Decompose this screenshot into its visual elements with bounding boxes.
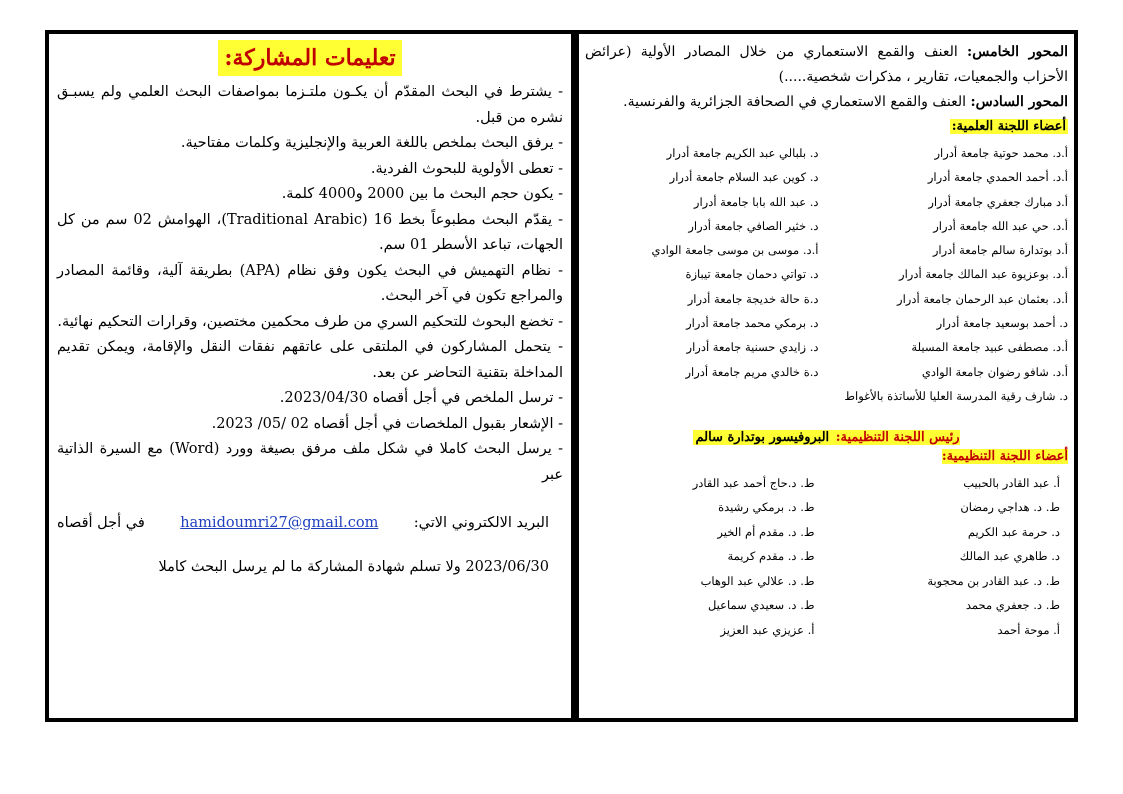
committee-member: د. أحمد بوسعيد جامعة أدرار	[936, 316, 1068, 331]
final-deadline-line: 2023/06/30 ولا تسلم شهادة المشاركة ما لم يرسل البحث كاملا	[158, 559, 549, 575]
organizer: ط. د. عبد القادر بن محجوبة	[927, 573, 1060, 588]
organizer: ط. د. جعفري محمد	[965, 598, 1060, 613]
rule-item: - نظام التهميش في البحث يكون وفق نظام (APA) بطريقة آلية، وقائمة المصادر والمراجع تكون في آخر البحث.	[57, 262, 563, 304]
organizer: أ. عبد القادر بالحبيب	[963, 475, 1060, 490]
email-row	[57, 510, 563, 536]
rule-item: - ترسل الملخص في أجل أقصاه 2023/04/30.	[279, 390, 563, 406]
organizer: ط. د. مقدم أم الخير	[717, 524, 815, 539]
organizer: أ. عزيزي عبد العزيز	[720, 622, 815, 637]
organizer: ط. د.حاج أحمد عبد القادر	[692, 475, 815, 490]
committee-member: أ.د مبارك جعفري جامعة أدرار	[928, 194, 1068, 209]
rule-item: - يقدّم البحث مطبوعاً بخط 16 (Traditional Arabic)، الهوامش 02 سم من كل الجهات، تباعد الأسطر 01 سم.	[57, 211, 563, 253]
rule-item: - يشترط في البحث المقدّم أن يكـون ملتـزما بمواصفات البحث العلمي ولم يسبـق نشره من قبل.	[57, 84, 563, 126]
organizing-committee-heading: أعضاء اللجنة التنظيمية:	[941, 448, 1068, 464]
committee-member: أ.د. موسى بن موسى جامعة الوادي	[651, 243, 819, 258]
organizing-chair-label: رئيس اللجنة التنظيمية:	[835, 429, 960, 445]
rule-item: - يرسل البحث كاملا في شكل ملف مرفق بصيغة وورد (Word) مع السيرة الذاتية عبر	[57, 441, 563, 483]
committee-member: د. عبد الله بابا جامعة أدرار	[693, 194, 819, 209]
committee-member: د.ة حالة خديجة جامعة أدرار	[687, 291, 819, 306]
instructions-title: تعليمات المشاركة:	[218, 40, 401, 76]
committee-member: د.ة خالدي مريم جامعة أدرار	[685, 364, 819, 379]
scientific-committee-heading-wrap	[585, 117, 1068, 137]
committee-member: د. زايدي حسنية جامعة أدرار	[686, 340, 819, 355]
instructions-panel	[45, 30, 575, 722]
axis-five-text: العنف والقمع الاستعماري من خلال المصادر الأولية (عرائض الأحزاب والجمعيات، تقارير ، مذكرات شخصية.....)	[585, 44, 1068, 85]
committee-member: أ.د. شافو رضوان جامعة الوادي	[921, 364, 1068, 379]
committee-member: د. شارف رقية المدرسة العليا للأساتذة بالأغواط	[844, 388, 1068, 403]
rule-item: - يرفق البحث بملخص باللغة العربية والإنجليزية وكلمات مفتاحية.	[180, 135, 563, 151]
organizer: ط. د. برمكي رشيدة	[718, 500, 815, 515]
rule-item: - يكون حجم البحث ما بين 2000 و4000 كلمة.	[281, 186, 563, 202]
committee-member: أ.د. أحمد الحمدي جامعة أدرار	[927, 170, 1068, 185]
committee-member: د. برمكي محمد جامعة أدرار	[686, 316, 819, 331]
rule-item: - يتحمل المشاركون في الملتقى على عاتقهم نفقات النقل والإقامة، ويمكن تقديم المداخلة بتقنية التحاضر عن بعد.	[57, 339, 563, 381]
axis-five-label: المحور الخامس:	[967, 44, 1068, 60]
committee-member: أ.د. محمد حوتية جامعة أدرار	[934, 146, 1068, 160]
organizer: ط. د. علالي عبد الوهاب	[700, 573, 815, 588]
organizer: ط. د. هداجي رمضان	[960, 500, 1060, 515]
organizing-chair-name: البروفيسور بوتدارة سالم	[695, 429, 834, 445]
axis-six	[585, 90, 1068, 115]
committee-member: د. كوين عبد السلام جامعة أدرار	[669, 170, 819, 185]
committee-member: د. بلبالي عبد الكريم جامعة أدرار	[666, 146, 819, 160]
organizing-chair	[585, 430, 1068, 445]
rule-item: - تخضع البحوث للتحكيم السري من طرف محكمين مختصين، وقرارات التحكيم نهائية.	[57, 313, 563, 330]
axis-six-text: العنف والقمع الاستعماري في الصحافة الجزائرية والفرنسية.	[623, 94, 971, 110]
rule-item: - تعطى الأولوية للبحوث الفردية.	[370, 160, 563, 177]
scientific-committee-heading: أعضاء اللجنة العلمية:	[951, 119, 1066, 134]
organizing-committee-heading-wrap	[585, 447, 1068, 467]
email-label: البريد الالكتروني الاتي:	[413, 515, 549, 531]
committee-member: أ.د. بوعزيوة عبد المالك جامعة أدرار	[899, 267, 1068, 282]
committee-member: أ.د بوتدارة سالم جامعة أدرار	[932, 243, 1068, 258]
grid-spacer	[585, 384, 819, 408]
rule-item: - الإشعار بقبول الملخصات في أجل أقصاه 02 /05/ 2023.	[211, 415, 563, 432]
committee-member: أ.د. مصطفى عبيد جامعة المسيلة	[911, 340, 1068, 355]
committee-member: أ.د. حي عبد الله جامعة أدرار	[933, 218, 1068, 233]
organizer: د. حرمة عبد الكريم	[967, 524, 1060, 539]
committees-panel	[575, 30, 1078, 722]
organizer: أ. موحة أحمد	[997, 622, 1060, 637]
deadline-label: في أجل أقصاه	[57, 515, 145, 531]
organizer: ط. د. سعيدي سماعيل	[707, 598, 815, 613]
instructions-title-wrap	[57, 40, 563, 76]
committee-member: أ.د. بعثمان عبد الرحمان جامعة أدرار	[897, 291, 1068, 306]
organizer: د. طاهري عبد المالك	[959, 549, 1060, 564]
axis-six-label: المحور السادس:	[970, 94, 1068, 110]
organizer: ط. د. مقدم كريمة	[727, 549, 815, 564]
committee-member: د. تواتي دحمان جامعة تيبازة	[685, 267, 819, 282]
axis-five	[585, 40, 1068, 90]
email-link[interactable]: hamidoumri27@gmail.com	[180, 515, 379, 531]
scientific-committee-list	[585, 141, 1068, 408]
organizing-committee-list	[585, 471, 1068, 643]
committee-member: د. خثير الصافي جامعة أدرار	[688, 218, 819, 233]
